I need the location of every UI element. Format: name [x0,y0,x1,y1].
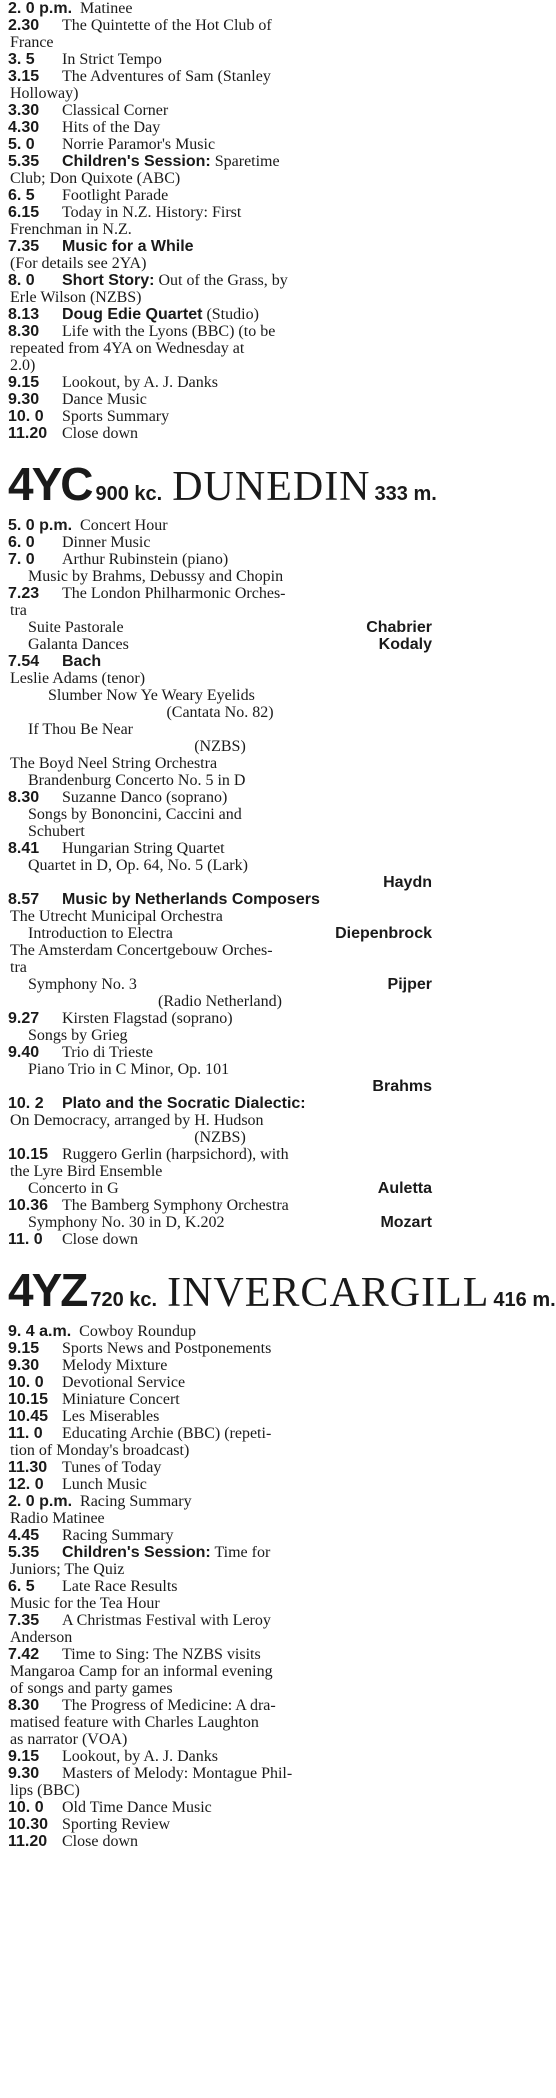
program-title [62,1476,432,1493]
program-detail: Mangaroa Camp for an informal evening [10,1663,273,1680]
program-text: Life with the Lyons (BBC) (to be [62,323,276,340]
program-text: (Studio) [202,306,259,323]
time-label: 8.30 [8,323,40,340]
program-title [62,374,432,391]
program-title [62,153,432,170]
program-detail: matised feature with Charles Laughton [10,1714,259,1731]
list-item [8,1197,432,1214]
program-title-bold: Short Story: [62,272,155,289]
time-label: 9.27 [8,1010,40,1027]
time-label: 10. 2 [8,1095,44,1112]
work-title: Galanta Dances [28,636,129,653]
time-label: 10.36 [8,1197,49,1214]
time-label: 9.30 [8,1357,40,1374]
program-detail: Anderson [10,1629,73,1646]
program-title [62,136,432,153]
list-item [8,1612,432,1629]
program-title [62,102,432,119]
program-title: The Bamberg Symphony Orchestra [62,1197,289,1214]
time-label: 3. 5 [8,51,35,68]
list-item [8,51,432,68]
program-text: Melody Mixture [62,1357,168,1374]
time-label: 7. 0 [8,551,35,568]
program-text: Close down [62,1833,138,1850]
list-item [8,517,432,534]
time-label: 5. 0 p.m. [8,517,73,534]
station-wavelength: 333 m. [374,483,437,505]
program-text: Late Race Results [62,1578,178,1595]
program-text: The Adventures of Sam (Stanley [62,68,271,85]
top-program-list [8,0,432,442]
list-item [8,551,432,568]
program-text: Sparetime [210,153,280,170]
list-item [8,1095,432,1112]
program-title: Bach [62,653,102,670]
time-label: 11.20 [8,1833,48,1850]
time-label: 4.30 [8,119,40,136]
time-label: 5. 0 [8,136,35,153]
program-title [62,68,432,85]
program-title-bold: Doug Edie Quartet [62,306,203,323]
program-text: A Christmas Festival with Leroy [62,1612,271,1629]
program-detail: Radio Matinee [10,1510,105,1527]
program-title [62,306,432,323]
list-item [8,1010,432,1027]
list-item [8,1231,432,1248]
list-item [8,1527,432,1544]
program-title [62,1527,432,1544]
time-label: 9. 4 a.m. [8,1323,72,1340]
time-label: 2. 0 p.m. [8,0,73,17]
invercargill-program-list [8,1323,432,1850]
program-text: Lunch Music [62,1476,147,1493]
program-title: Hungarian String Quartet [62,840,225,857]
program-title [62,1459,432,1476]
program-detail: tra [10,602,27,619]
program-title [62,1374,432,1391]
program-detail: Club; Don Quixote (ABC) [10,170,181,187]
program-detail: (For details see 2YA) [10,255,147,272]
program-detail: lips (BBC) [10,1782,80,1799]
list-item [8,1748,432,1765]
list-item [8,840,432,857]
list-item [8,653,432,670]
time-label: 4.45 [8,1527,40,1544]
time-label: 8. 0 [8,272,35,289]
station-city: DUNEDIN [172,464,371,510]
composer: Diepenbrock [335,925,432,942]
program-title [62,1612,432,1629]
program-detail: tra [10,959,27,976]
composer: Mozart [380,1214,432,1231]
composer: Kodaly [378,636,432,653]
program-title-bold: Children's Session: [62,153,211,170]
program-title: Concert Hour [80,517,168,534]
program-detail: If Thou Be Near [28,721,133,738]
work-composer-line [8,1180,432,1197]
program-title [62,238,432,255]
program-detail: (Cantata No. 82) [166,704,274,721]
program-title [62,119,432,136]
program-detail: Erle Wilson (NZBS) [10,289,142,306]
program-detail: On Democracy, arranged by H. Hudson [10,1112,264,1129]
list-item [8,1146,432,1163]
list-item [8,102,432,119]
program-title [62,1646,432,1663]
list-item [8,1408,432,1425]
program-detail: (NZBS) [194,738,246,755]
program-title: Plato and the Socratic Dialectic: [62,1095,306,1112]
program-text: Sports Summary [62,408,170,425]
program-text: Educating Archie (BBC) (repeti- [62,1425,272,1442]
list-item [8,306,432,323]
program-text: Sporting Review [62,1816,170,1833]
time-label: 11.30 [8,1459,48,1476]
station-callsign: 4YC [8,458,92,510]
program-detail: Music by Brahms, Debussy and Chopin [28,568,284,585]
program-detail: Frenchman in N.Z. [10,221,132,238]
program-title [62,1816,432,1833]
time-label: 8.30 [8,789,40,806]
program-text: Dance Music [62,391,147,408]
program-text: Hits of the Day [62,119,161,136]
program-detail: (Radio Netherland) [158,993,282,1010]
program-title [62,1340,432,1357]
list-item [8,1374,432,1391]
program-title [62,1748,432,1765]
program-text: Racing Summary [80,1493,192,1510]
program-detail: of songs and party games [10,1680,173,1697]
program-text: Matinee [80,0,133,17]
list-item [8,391,432,408]
list-item [8,374,432,391]
time-label: 8.41 [8,840,40,857]
program-detail: France [10,34,54,51]
program-title: The London Philharmonic Orches- [62,585,286,602]
time-label: 11. 0 [8,1231,43,1248]
time-label: 6. 5 [8,187,35,204]
program-detail: Holloway) [10,85,79,102]
program-detail: Quartet in D, Op. 64, No. 5 (Lark) [28,857,248,874]
program-detail: The Amsterdam Concertgebouw Orches- [10,942,273,959]
program-detail: Brandenburg Concerto No. 5 in D [28,772,246,789]
list-item [8,1697,432,1714]
program-title [62,17,432,34]
list-item [8,1544,432,1561]
program-title [62,187,432,204]
time-label: 9.30 [8,1765,40,1782]
work-composer-line [8,619,432,636]
program-title-bold: Children's Session: [62,1544,211,1561]
time-label: 10.45 [8,1408,49,1425]
program-text: Tunes of Today [62,1459,162,1476]
program-title [79,1323,432,1340]
program-text: Racing Summary [62,1527,174,1544]
list-item [8,1476,432,1493]
program-title [62,1799,432,1816]
list-item [8,1816,432,1833]
list-item [8,1044,432,1061]
program-title [62,323,432,340]
program-text: Time for [210,1544,271,1561]
time-label: 3.30 [8,102,40,119]
time-label: 8.13 [8,306,40,323]
program-detail: Leslie Adams (tenor) [10,670,146,687]
program-text: Miniature Concert [62,1391,180,1408]
program-detail: Songs by Grieg [28,1027,128,1044]
station-frequency: 720 kc. [90,1289,158,1311]
program-title [62,204,432,221]
program-title [62,1357,432,1374]
program-text: Today in N.Z. History: First [62,204,242,221]
program-title: Suzanne Danco (soprano) [62,789,228,806]
list-item [8,323,432,340]
program-detail: as narrator (VOA) [10,1731,128,1748]
program-text: Time to Sing: The NZBS visits [62,1646,261,1663]
program-text: Masters of Melody: Montague Phil- [62,1765,293,1782]
time-label: 7.23 [8,585,40,602]
list-item [8,1391,432,1408]
program-text: The Quintette of the Hot Club of [62,17,272,34]
time-label: 7.35 [8,1612,40,1629]
program-detail: tion of Monday's broadcast) [10,1442,190,1459]
list-item [8,0,432,17]
composer: Brahms [372,1078,432,1095]
program-detail: Slumber Now Ye Weary Eyelids [48,687,255,704]
program-detail: The Utrecht Municipal Orchestra [10,908,223,925]
program-title [62,1697,432,1714]
time-label: 10.30 [8,1816,49,1833]
program-text: Out of the Grass, by [154,272,288,289]
time-label: 3.15 [8,68,40,85]
time-label: 11. 0 [8,1425,43,1442]
list-item [8,1425,432,1442]
time-label: 9.40 [8,1044,40,1061]
list-item [8,1459,432,1476]
list-item [8,408,432,425]
list-item [8,1357,432,1374]
program-title [62,1765,432,1782]
program-title: Arthur Rubinstein (piano) [62,551,229,568]
time-label: 6.15 [8,204,40,221]
list-item [8,153,432,170]
work-composer-line [8,976,432,993]
time-label: 10. 0 [8,1799,44,1816]
time-label: 7.42 [8,1646,40,1663]
program-title [80,0,432,17]
list-item [8,187,432,204]
list-item [8,789,432,806]
program-title: Kirsten Flagstad (soprano) [62,1010,233,1027]
time-label: 12. 0 [8,1476,44,1493]
list-item [8,1578,432,1595]
program-detail: (NZBS) [194,1129,246,1146]
program-text: Classical Corner [62,102,169,119]
list-item [8,136,432,153]
composer: Pijper [387,976,432,993]
program-text: Les Miserables [62,1408,160,1425]
list-item [8,272,432,289]
work-title: Introduction to Electra [28,925,173,942]
station-frequency: 900 kc. [95,483,163,505]
program-title: Close down [62,1231,138,1248]
list-item [8,1765,432,1782]
program-title [62,1833,432,1850]
program-title [62,1425,432,1442]
program-detail: The Boyd Neel String Orchestra [10,755,218,772]
work-title: Symphony No. 3 [28,976,137,993]
program-text: Lookout, by A. J. Danks [62,374,218,391]
program-title: Ruggero Gerlin (harpsichord), with [62,1146,289,1163]
time-label: 9.30 [8,391,40,408]
program-text: Cowboy Roundup [79,1323,197,1340]
program-text: Norrie Paramor's Music [62,136,216,153]
list-item [8,1799,432,1816]
list-item [8,68,432,85]
program-text: Close down [62,425,138,442]
program-title [62,1408,432,1425]
work-title: Concerto in G [28,1180,119,1197]
time-label: 6. 0 [8,534,35,551]
program-detail: repeated from 4YA on Wednesday at [10,340,245,357]
list-item [8,534,432,551]
time-label: 5.35 [8,153,40,170]
list-item [8,1646,432,1663]
list-item [8,1323,432,1340]
time-label: 9.15 [8,1748,40,1765]
program-title [62,1544,432,1561]
program-detail: Music for the Tea Hour [10,1595,160,1612]
time-label: 5.35 [8,1544,40,1561]
time-label: 6. 5 [8,1578,35,1595]
program-text: Old Time Dance Music [62,1799,212,1816]
station-callsign: 4YZ [8,1264,87,1316]
program-title: Music by Netherlands Composers [62,891,320,908]
station-header-invercargill [8,1264,556,1316]
program-title [62,1391,432,1408]
program-title [62,272,432,289]
time-label: 8.57 [8,891,40,908]
time-label: 7.54 [8,653,40,670]
time-label: 10. 0 [8,408,44,425]
time-label: 9.15 [8,374,40,391]
list-item [8,204,432,221]
time-label: 10.15 [8,1391,49,1408]
time-label: 8.30 [8,1697,40,1714]
station-city: INVERCARGILL [167,1270,490,1316]
program-text: Footlight Parade [62,187,169,204]
time-label: 7.35 [8,238,40,255]
work-composer-line [8,1214,432,1231]
program-text: Lookout, by A. J. Danks [62,1748,218,1765]
list-item [8,1340,432,1357]
list-item [8,238,432,255]
work-composer-line [8,925,432,942]
program-text: Devotional Service [62,1374,186,1391]
composer: Haydn [383,874,432,891]
time-label: 11.20 [8,425,48,442]
program-title [62,1578,432,1595]
time-label: 9.15 [8,1340,40,1357]
program-detail: Songs by Bononcini, Caccini and [28,806,242,823]
program-detail: Schubert [28,823,85,840]
time-label: 10. 0 [8,1374,44,1391]
list-item [8,1833,432,1850]
program-detail: Juniors; The Quiz [10,1561,125,1578]
program-text: In Strict Tempo [62,51,162,68]
program-title [62,408,432,425]
dunedin-program-list [8,517,432,1248]
list-item [8,1493,432,1510]
program-title: Trio di Trieste [62,1044,153,1061]
station-wavelength: 416 m. [493,1289,556,1311]
list-item [8,425,432,442]
composer: Auletta [377,1180,432,1197]
time-label: 10.15 [8,1146,49,1163]
program-text: The Progress of Medicine: A dra- [62,1697,276,1714]
list-item [8,119,432,136]
station-header-dunedin [8,458,437,510]
program-detail: 2.0) [10,357,36,374]
program-detail: Piano Trio in C Minor, Op. 101 [28,1061,230,1078]
composer: Chabrier [366,619,432,636]
program-detail: the Lyre Bird Ensemble [10,1163,163,1180]
program-text: Sports News and Postponements [62,1340,272,1357]
work-composer-line [8,636,432,653]
time-label: 2. 0 p.m. [8,1493,73,1510]
program-title [62,51,432,68]
program-title-bold: Music for a While [62,238,194,255]
work-title: Suite Pastorale [28,619,124,636]
time-label: 2.30 [8,17,40,34]
program-title [62,425,432,442]
program-title: Dinner Music [62,534,151,551]
program-title [80,1493,432,1510]
list-item [8,585,432,602]
list-item [8,17,432,34]
program-title [62,391,432,408]
list-item [8,891,432,908]
work-title: Symphony No. 30 in D, K.202 [28,1214,225,1231]
